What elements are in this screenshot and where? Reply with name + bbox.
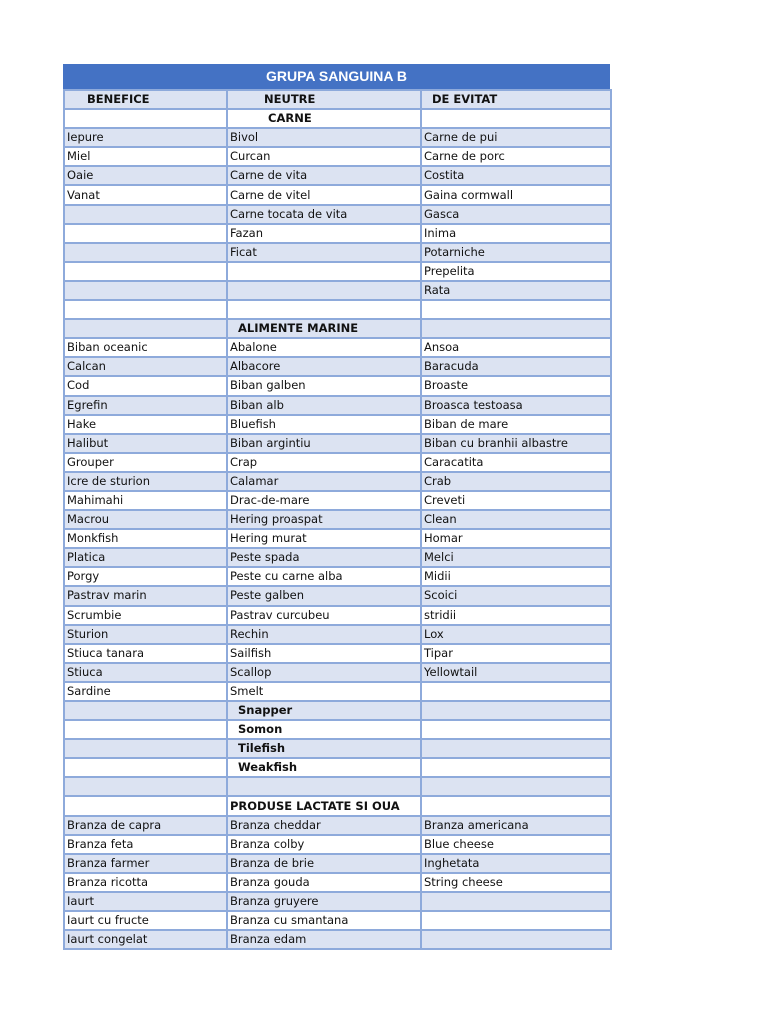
- de-evitat-cell: [421, 701, 611, 720]
- de-evitat-cell: Broasca testoasa: [421, 396, 611, 415]
- de-evitat-cell: Lox: [421, 625, 611, 644]
- section-row: [64, 758, 611, 777]
- table-row: [64, 357, 611, 376]
- section-row: [64, 319, 611, 338]
- food-table: [63, 89, 612, 950]
- benefice-cell: Stiuca: [64, 663, 227, 682]
- table-row: [64, 128, 611, 147]
- neutre-cell: Peste spada: [227, 548, 421, 567]
- neutre-cell: Calamar: [227, 472, 421, 491]
- table-row: [64, 281, 611, 300]
- table-row: [64, 529, 611, 548]
- de-evitat-cell: [421, 319, 611, 338]
- neutre-cell: Branza colby: [227, 835, 421, 854]
- neutre-cell: Abalone: [227, 338, 421, 357]
- neutre-cell: Curcan: [227, 147, 421, 166]
- de-evitat-cell: Inima: [421, 224, 611, 243]
- neutre-cell: Peste galben: [227, 586, 421, 605]
- table-row: [64, 873, 611, 892]
- table-row: [64, 854, 611, 873]
- neutre-cell: Carne tocata de vita: [227, 205, 421, 224]
- benefice-cell: Pastrav marin: [64, 586, 227, 605]
- section-title: Tilefish: [227, 739, 421, 758]
- de-evitat-cell: Broaste: [421, 376, 611, 395]
- neutre-cell: Carne de vitel: [227, 185, 421, 204]
- de-evitat-cell: Gaina cormwall: [421, 185, 611, 204]
- de-evitat-cell: Carne de pui: [421, 128, 611, 147]
- benefice-cell: Vanat: [64, 185, 227, 204]
- table-row: [64, 300, 611, 319]
- neutre-cell: Fazan: [227, 224, 421, 243]
- de-evitat-cell: Tipar: [421, 644, 611, 663]
- de-evitat-cell: Ansoa: [421, 338, 611, 357]
- benefice-cell: [64, 109, 227, 128]
- benefice-cell: Stiuca tanara: [64, 644, 227, 663]
- neutre-cell: Rechin: [227, 625, 421, 644]
- benefice-cell: [64, 205, 227, 224]
- benefice-cell: Cod: [64, 376, 227, 395]
- de-evitat-cell: String cheese: [421, 873, 611, 892]
- benefice-cell: Macrou: [64, 510, 227, 529]
- table-row: [64, 243, 611, 262]
- de-evitat-cell: [421, 109, 611, 128]
- benefice-cell: Branza feta: [64, 835, 227, 854]
- neutre-cell: Pastrav curcubeu: [227, 606, 421, 625]
- table-row: [64, 644, 611, 663]
- de-evitat-cell: Potarniche: [421, 243, 611, 262]
- section-row: [64, 109, 611, 128]
- neutre-cell: Branza cu smantana: [227, 911, 421, 930]
- benefice-cell: Branza farmer: [64, 854, 227, 873]
- section-title: CARNE: [227, 109, 421, 128]
- de-evitat-cell: Prepelita: [421, 262, 611, 281]
- table-row: [64, 606, 611, 625]
- section-title: Weakfish: [227, 758, 421, 777]
- benefice-cell: [64, 758, 227, 777]
- table-row: [64, 586, 611, 605]
- section-title: PRODUSE LACTATE SI OUA: [227, 796, 421, 815]
- de-evitat-cell: [421, 796, 611, 815]
- benefice-cell: Biban oceanic: [64, 338, 227, 357]
- table-row: [64, 625, 611, 644]
- de-evitat-cell: Rata: [421, 281, 611, 300]
- table-row: [64, 166, 611, 185]
- sheet-title: GRUPA SANGUINA B: [63, 64, 610, 89]
- benefice-cell: Egrefin: [64, 396, 227, 415]
- benefice-cell: Iaurt cu fructe: [64, 911, 227, 930]
- de-evitat-cell: Costita: [421, 166, 611, 185]
- neutre-cell: Branza gruyere: [227, 892, 421, 911]
- benefice-cell: [64, 319, 227, 338]
- header-row: [64, 90, 611, 109]
- table-row: [64, 816, 611, 835]
- de-evitat-cell: [421, 300, 611, 319]
- de-evitat-cell: Baracuda: [421, 357, 611, 376]
- benefice-cell: Monkfish: [64, 529, 227, 548]
- benefice-cell: [64, 796, 227, 815]
- benefice-cell: [64, 701, 227, 720]
- section-title: Snapper: [227, 701, 421, 720]
- neutre-cell: Branza cheddar: [227, 816, 421, 835]
- de-evitat-cell: [421, 777, 611, 796]
- table-row: [64, 338, 611, 357]
- de-evitat-cell: Creveti: [421, 491, 611, 510]
- benefice-cell: [64, 262, 227, 281]
- section-row: [64, 701, 611, 720]
- section-row: [64, 720, 611, 739]
- table-row: [64, 434, 611, 453]
- section-title: ALIMENTE MARINE: [227, 319, 421, 338]
- section-row: [64, 796, 611, 815]
- de-evitat-cell: Crab: [421, 472, 611, 491]
- benefice-cell: Icre de sturion: [64, 472, 227, 491]
- de-evitat-cell: Homar: [421, 529, 611, 548]
- benefice-cell: [64, 224, 227, 243]
- benefice-cell: Grouper: [64, 453, 227, 472]
- de-evitat-cell: Melci: [421, 548, 611, 567]
- neutre-cell: [227, 777, 421, 796]
- de-evitat-cell: Biban de mare: [421, 415, 611, 434]
- benefice-cell: Iaurt congelat: [64, 930, 227, 949]
- table-row: [64, 376, 611, 395]
- benefice-cell: Platica: [64, 548, 227, 567]
- de-evitat-cell: [421, 892, 611, 911]
- neutre-cell: [227, 300, 421, 319]
- benefice-cell: Iaurt: [64, 892, 227, 911]
- de-evitat-cell: Branza americana: [421, 816, 611, 835]
- table-row: [64, 835, 611, 854]
- neutre-cell: Branza gouda: [227, 873, 421, 892]
- section-title: Somon: [227, 720, 421, 739]
- neutre-cell: Drac-de-mare: [227, 491, 421, 510]
- de-evitat-cell: [421, 720, 611, 739]
- benefice-cell: Iepure: [64, 128, 227, 147]
- neutre-cell: Scallop: [227, 663, 421, 682]
- table-row: [64, 491, 611, 510]
- table-row: [64, 777, 611, 796]
- header-benefice: BENEFICE: [64, 90, 227, 109]
- benefice-cell: [64, 777, 227, 796]
- benefice-cell: [64, 720, 227, 739]
- table-row: [64, 510, 611, 529]
- benefice-cell: Hake: [64, 415, 227, 434]
- benefice-cell: Halibut: [64, 434, 227, 453]
- neutre-cell: Hering proaspat: [227, 510, 421, 529]
- de-evitat-cell: Scoici: [421, 586, 611, 605]
- header-neutre: NEUTRE: [227, 90, 421, 109]
- neutre-cell: Bluefish: [227, 415, 421, 434]
- neutre-cell: Hering murat: [227, 529, 421, 548]
- spreadsheet: [63, 64, 610, 950]
- de-evitat-cell: Blue cheese: [421, 835, 611, 854]
- de-evitat-cell: stridii: [421, 606, 611, 625]
- benefice-cell: Branza ricotta: [64, 873, 227, 892]
- de-evitat-cell: [421, 758, 611, 777]
- section-row: [64, 739, 611, 758]
- table-row: [64, 472, 611, 491]
- neutre-cell: [227, 281, 421, 300]
- benefice-cell: Calcan: [64, 357, 227, 376]
- neutre-cell: Branza de brie: [227, 854, 421, 873]
- neutre-cell: Biban alb: [227, 396, 421, 415]
- de-evitat-cell: Caracatita: [421, 453, 611, 472]
- de-evitat-cell: Biban cu branhii albastre: [421, 434, 611, 453]
- benefice-cell: Porgy: [64, 567, 227, 586]
- de-evitat-cell: Yellowtail: [421, 663, 611, 682]
- de-evitat-cell: [421, 739, 611, 758]
- benefice-cell: [64, 243, 227, 262]
- neutre-cell: Albacore: [227, 357, 421, 376]
- table-row: [64, 930, 611, 949]
- table-row: [64, 567, 611, 586]
- table-row: [64, 205, 611, 224]
- de-evitat-cell: Clean: [421, 510, 611, 529]
- table-row: [64, 663, 611, 682]
- neutre-cell: Carne de vita: [227, 166, 421, 185]
- table-row: [64, 682, 611, 701]
- table-row: [64, 415, 611, 434]
- table-row: [64, 262, 611, 281]
- table-row: [64, 453, 611, 472]
- benefice-cell: [64, 300, 227, 319]
- de-evitat-cell: [421, 930, 611, 949]
- neutre-cell: Biban argintiu: [227, 434, 421, 453]
- benefice-cell: Sardine: [64, 682, 227, 701]
- neutre-cell: Biban galben: [227, 376, 421, 395]
- de-evitat-cell: Gasca: [421, 205, 611, 224]
- de-evitat-cell: Midii: [421, 567, 611, 586]
- de-evitat-cell: Carne de porc: [421, 147, 611, 166]
- neutre-cell: Smelt: [227, 682, 421, 701]
- benefice-cell: Miel: [64, 147, 227, 166]
- neutre-cell: Peste cu carne alba: [227, 567, 421, 586]
- table-row: [64, 911, 611, 930]
- neutre-cell: Sailfish: [227, 644, 421, 663]
- header-de-evitat: DE EVITAT: [421, 90, 611, 109]
- table-row: [64, 185, 611, 204]
- benefice-cell: [64, 739, 227, 758]
- table-row: [64, 548, 611, 567]
- table-row: [64, 892, 611, 911]
- table-row: [64, 147, 611, 166]
- neutre-cell: Bivol: [227, 128, 421, 147]
- table-row: [64, 224, 611, 243]
- de-evitat-cell: Inghetata: [421, 854, 611, 873]
- neutre-cell: Crap: [227, 453, 421, 472]
- benefice-cell: [64, 281, 227, 300]
- neutre-cell: [227, 262, 421, 281]
- benefice-cell: Branza de capra: [64, 816, 227, 835]
- neutre-cell: Branza edam: [227, 930, 421, 949]
- de-evitat-cell: [421, 682, 611, 701]
- neutre-cell: Ficat: [227, 243, 421, 262]
- table-row: [64, 396, 611, 415]
- benefice-cell: Scrumbie: [64, 606, 227, 625]
- benefice-cell: Sturion: [64, 625, 227, 644]
- benefice-cell: Mahimahi: [64, 491, 227, 510]
- benefice-cell: Oaie: [64, 166, 227, 185]
- de-evitat-cell: [421, 911, 611, 930]
